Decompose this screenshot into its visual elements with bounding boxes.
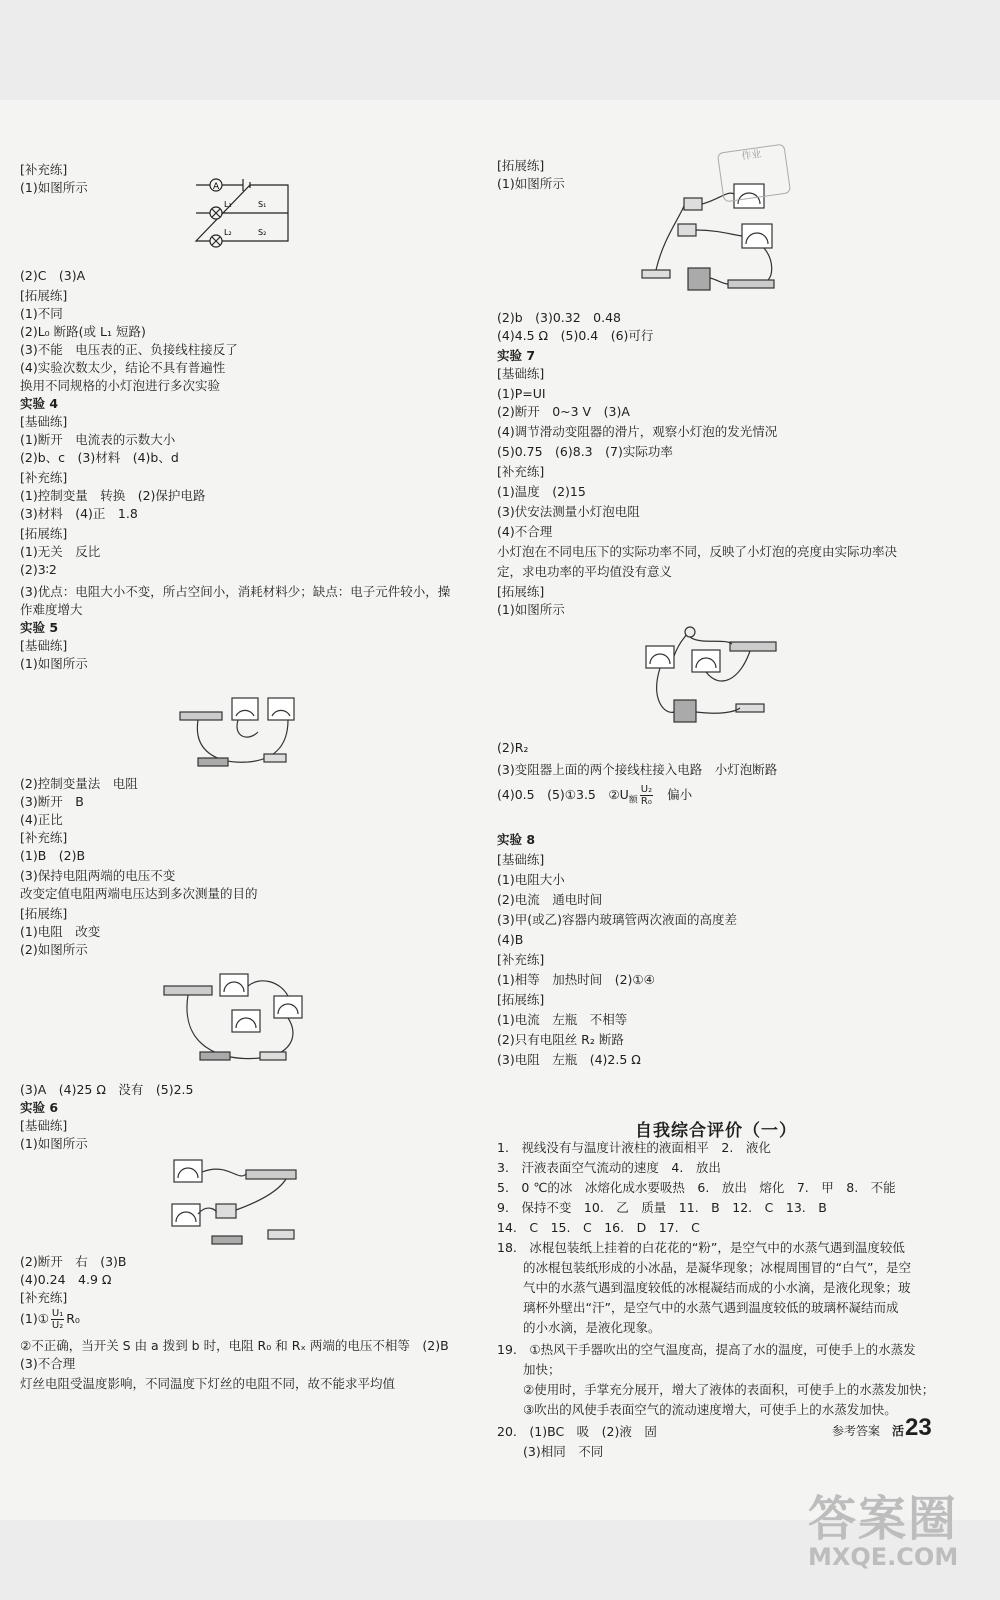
homework-stamp xyxy=(717,144,791,203)
right-answer-line: (3)甲(或乙)容器内玻璃管两次液面的高度差 xyxy=(497,912,737,927)
left-answer-line: (2)控制变量法 电阻 xyxy=(20,776,138,791)
formula-subscript: 额 xyxy=(628,795,638,806)
lamp1-label: L₁ xyxy=(224,200,232,209)
left-answer-line: (1)断开 电流表的示数大小 xyxy=(20,432,176,447)
left-answer-line: (3)材料 (4)正 1.8 xyxy=(20,506,138,521)
switch1-label: S₁ xyxy=(258,200,267,209)
left-answer-line: [基础练] xyxy=(20,1118,68,1133)
right-answer-line: [基础练] xyxy=(497,366,545,381)
fraction-numerator: U₂ xyxy=(640,784,653,795)
right-answer-line: 20. (1)BC 吸 (2)液 固 xyxy=(497,1424,657,1439)
formula-prefix: (1)① xyxy=(20,1311,49,1326)
right-answer-line: (2)电流 通电时间 xyxy=(497,892,603,907)
left-answer-line: (2)3∶2 xyxy=(20,562,57,577)
left-answer-line: (1)无关 反比 xyxy=(20,544,101,559)
left-answer-line: (3)不合理 xyxy=(20,1356,76,1371)
left-answer-line: [基础练] xyxy=(20,638,68,653)
formula-prefix: (4)0.5 (5)①3.5 ②U xyxy=(497,787,629,802)
right-answer-line: (4)B xyxy=(497,932,524,947)
right-answer-line: 的小水滴，是液化现象。 xyxy=(523,1320,661,1335)
left-answer-line: ②不正确，当开关 S 由 a 拨到 b 时，电阻 R₀ 和 Rₓ 两端的电压不相等 (2)B xyxy=(20,1338,449,1353)
formula-fraction xyxy=(51,1308,64,1331)
left-answer-line: [拓展练] xyxy=(20,906,68,921)
stamp-text: 作业 xyxy=(740,148,763,163)
left-answer-line: [补充练] xyxy=(20,830,68,845)
right-answer-line: (1)如图所示 xyxy=(497,602,565,617)
left-answer-line: (2)断开 右 (3)B xyxy=(20,1254,127,1269)
left-answer-line: (3)A (4)25 Ω 没有 (5)2.5 xyxy=(20,1082,194,1097)
right-answer-line: 19. ①热风干手器吹出的空气温度高，提高了水的温度，可使手上的水蒸发 xyxy=(497,1342,916,1357)
right-answer-line: (2)断开 0~3 V (3)A xyxy=(497,404,630,419)
left-answer-line: [基础练] xyxy=(20,414,68,429)
left-answer-line: (3)优点：电阻大小不变，所占空间小，消耗材料少；缺点：电子元件较小，操 xyxy=(20,584,451,599)
left-answer-line: (1)如图所示 xyxy=(20,656,88,671)
left-answer-line: (3)断开 B xyxy=(20,794,84,809)
left-answer-line: (2)b、c (3)材料 (4)b、d xyxy=(20,450,179,465)
right-answer-line: (1)P=UI xyxy=(497,386,546,401)
right-answer-line: 9. 保持不变 10. 乙 质量 11. B 12. C 13. B xyxy=(497,1200,827,1215)
left-answer-line: [补充练] xyxy=(20,470,68,485)
right-answer-line: (1)相等 加热时间 (2)①④ xyxy=(497,972,655,987)
left-answer-line: (1)不同 xyxy=(20,306,63,321)
experiment5-wiring-figure xyxy=(178,692,308,770)
right-answer-line: (4)调节滑动变阻器的滑片，观察小灯泡的发光情况 xyxy=(497,424,778,439)
answer-page xyxy=(0,100,1000,1520)
right-answer-line: (4)不合理 xyxy=(497,524,553,539)
right-answer-line: 小灯泡在不同电压下的实际功率不同，反映了小灯泡的亮度由实际功率决 xyxy=(497,544,898,559)
left-answer-line: 实验 5 xyxy=(20,620,59,635)
left-answer-line: 灯丝电阻受温度影响，不同温度下灯丝的电阻不同，故不能求平均值 xyxy=(20,1376,396,1391)
right-answer-line: 加快； xyxy=(523,1362,561,1377)
right-answer-line: (5)0.75 (6)8.3 (7)实际功率 xyxy=(497,444,673,459)
right-answer-line: (2)b (3)0.32 0.48 xyxy=(497,310,622,325)
right-answer-line: (2)R₂ xyxy=(497,740,529,755)
left-answer-line: 改变定值电阻两端电压达到多次测量的目的 xyxy=(20,886,258,901)
left-answer-line: 实验 4 xyxy=(20,396,59,411)
section-title: 自我综合评价（一） xyxy=(635,1121,797,1141)
right-answer-line: 实验 7 xyxy=(497,348,536,363)
watermark-main: 答案圈 xyxy=(808,1491,959,1547)
right-answer-line: [拓展练] xyxy=(497,584,545,599)
right-answer-line: (2)只有电阻丝 R₂ 断路 xyxy=(497,1032,624,1047)
right-answer-line: (1)如图所示 xyxy=(497,176,565,191)
right-answer-line: (3)变阻器上面的两个接线柱接入电路 小灯泡断路 xyxy=(497,762,778,777)
right-answer-line: (3)伏安法测量小灯泡电阻 xyxy=(497,504,640,519)
right-answer-line: (3)相同 不同 xyxy=(523,1444,604,1459)
right-answer-line: 气中的水蒸气遇到温度较低的冰棍凝结而成的小水滴，是液化现象；玻 xyxy=(523,1280,911,1295)
left-answer-line: (2)如图所示 xyxy=(20,942,88,957)
right-answer-line: 实验 8 xyxy=(497,832,536,847)
left-answer-line: (3)不能 电压表的正、负接线柱接反了 xyxy=(20,342,238,357)
experiment7-wiring-figure xyxy=(640,620,780,730)
footer-label: 参考答案 xyxy=(832,1424,881,1438)
right-answer-line: ③吹出的风使手表面空气的流动速度增大，可使手上的水蒸发加快。 xyxy=(523,1402,897,1417)
experiment6-wiring-figure xyxy=(168,1152,308,1248)
left-answer-line: (2)C (3)A xyxy=(20,268,86,283)
left-answer-line: (1)如图所示 xyxy=(20,1136,88,1151)
watermark xyxy=(808,1480,958,1571)
parallel-circuit-diagram xyxy=(188,175,298,253)
fraction-numerator: U₁ xyxy=(51,1308,64,1319)
right-answer-line: 的冰棍包装纸形成的小冰晶，是凝华现象；冰棍周围冒的“白气”，是空 xyxy=(523,1260,911,1275)
footer-mark: 活 xyxy=(892,1424,905,1438)
left-answer-line: [拓展练] xyxy=(20,526,68,541)
left-answer-line: (2)L₀ 断路(或 L₁ 短路) xyxy=(20,324,146,339)
left-answer-line: (1)控制变量 转换 (2)保护电路 xyxy=(20,488,206,503)
right-answer-line: 14. C 15. C 16. D 17. C xyxy=(497,1220,700,1235)
right-answer-line: (1)温度 (2)15 xyxy=(497,484,586,499)
left-answer-line: (1)B (2)B xyxy=(20,848,86,863)
left-answer-line: 实验 6 xyxy=(20,1100,59,1115)
left-answer-line: (3)保持电阻两端的电压不变 xyxy=(20,868,176,883)
switch2-label: S₂ xyxy=(258,228,267,237)
left-answer-line: [拓展练] xyxy=(20,288,68,303)
ammeter-label: A xyxy=(213,182,220,192)
right-answer-line: [基础练] xyxy=(497,852,545,867)
formula-fraction xyxy=(640,784,653,807)
right-answer-line: 3. 汗液表面空气流动的速度 4. 放出 xyxy=(497,1160,721,1175)
formula-suffix: 偏小 xyxy=(667,787,693,802)
right-answer-line: 5. 0 ℃的冰 冰熔化成水要吸热 6. 放出 熔化 7. 甲 8. 不能 xyxy=(497,1180,896,1195)
left-answer-line: (4)0.24 4.9 Ω xyxy=(20,1272,112,1287)
fraction-denominator: U₂ xyxy=(51,1320,64,1331)
right-answer-line: (3)电阻 左瓶 (4)2.5 Ω xyxy=(497,1052,641,1067)
left-answer-line: 换用不同规格的小灯泡进行多次实验 xyxy=(20,378,221,393)
extension5-wiring-figure xyxy=(160,966,308,1070)
right-answer-line: 璃杯外壁出“汗”，是空气中的水蒸气遇到温度较低的玻璃杯凝结而成 xyxy=(523,1300,899,1315)
page-number: 23 xyxy=(905,1414,932,1441)
right-formula-line xyxy=(497,784,692,809)
right-answer-line: (4)4.5 Ω (5)0.4 (6)可行 xyxy=(497,328,654,343)
left-answer-line: [补充练] xyxy=(20,1290,68,1305)
watermark-sub: MXQE.COM xyxy=(808,1543,959,1571)
right-answer-line: [补充练] xyxy=(497,464,545,479)
left-answer-line: (1)如图所示 xyxy=(20,180,88,195)
left-answer-line: (4)正比 xyxy=(20,812,63,827)
left-formula-line xyxy=(20,1308,80,1331)
right-answer-line: [补充练] xyxy=(497,952,545,967)
formula-suffix: R₀ xyxy=(66,1311,80,1326)
right-answer-line: 18. 冰棍包装纸上挂着的白花花的“粉”，是空气中的水蒸气遇到温度较低 xyxy=(497,1240,905,1255)
fraction-denominator: R₀ xyxy=(640,796,652,807)
right-answer-line: ②使用时，手掌充分展开，增大了液体的表面积，可使手上的水蒸发加快； xyxy=(523,1382,935,1397)
right-answer-line: (1)电阻大小 xyxy=(497,872,565,887)
right-answer-line: 1. 视线没有与温度计液柱的液面相平 2. 液化 xyxy=(497,1140,771,1155)
right-answer-line: (1)电流 左瓶 不相等 xyxy=(497,1012,628,1027)
left-answer-line: 作难度增大 xyxy=(20,602,83,617)
left-answer-line: (1)电阻 改变 xyxy=(20,924,101,939)
left-answer-line: (4)实验次数太少，结论不具有普遍性 xyxy=(20,360,226,375)
left-answer-line: [补充练] xyxy=(20,162,68,177)
right-answer-line: [拓展练] xyxy=(497,158,545,173)
extension6-wiring-figure xyxy=(638,180,778,302)
lamp2-label: L₂ xyxy=(224,228,232,237)
right-answer-line: 定，求电功率的平均值没有意义 xyxy=(497,564,673,579)
right-answer-line: [拓展练] xyxy=(497,992,545,1007)
